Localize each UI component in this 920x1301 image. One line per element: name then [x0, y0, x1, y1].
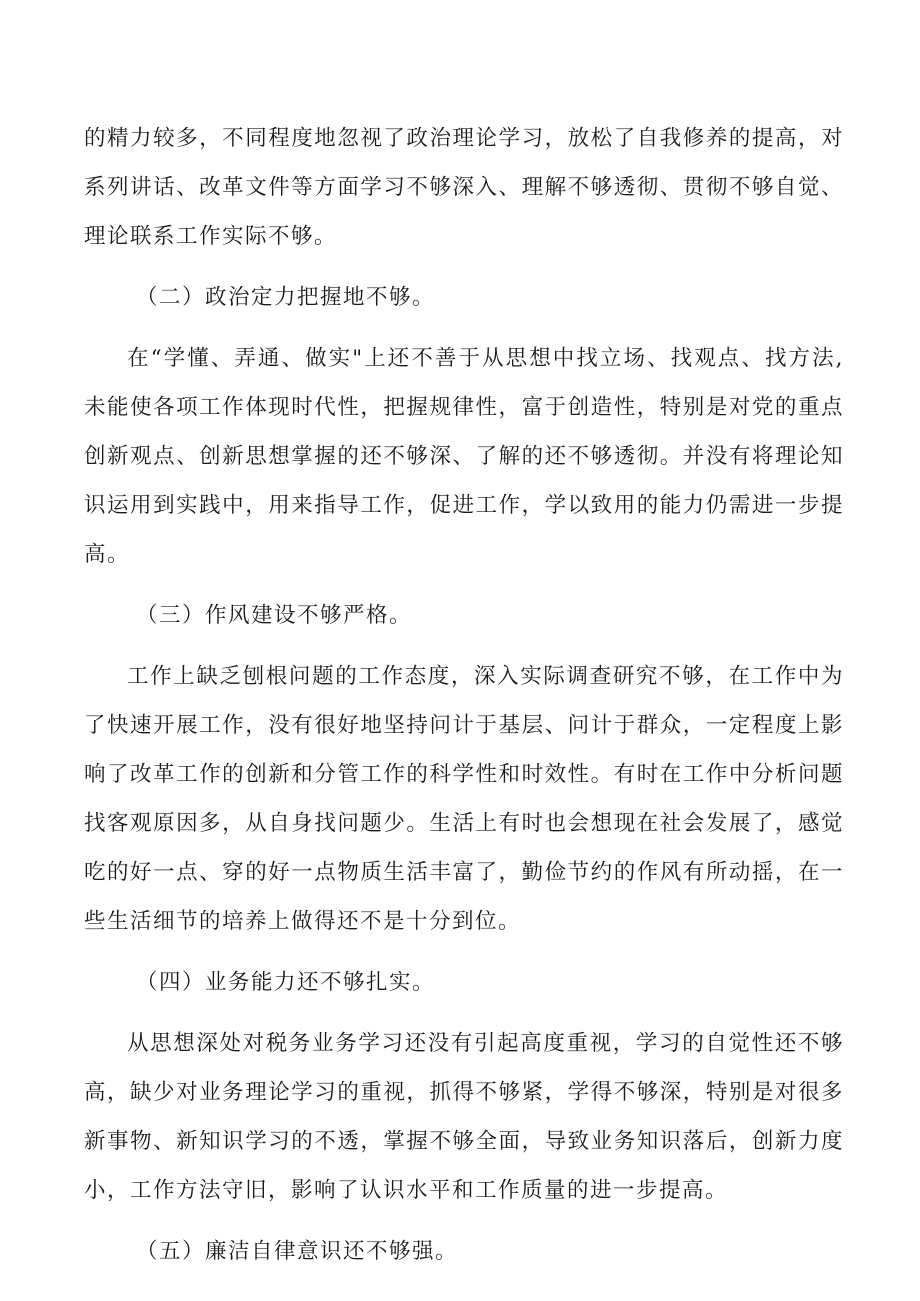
- paragraph-political-focus: 在“学懂、弄通、做实"上还不善于从思想中找立场、找观点、找方法,未能使各项工作体现时代性，把握规律性，富于创造性，特别是对党的重点创新观点、创新思想掌握的还不够深、了解的还不够透彻。并没有将理论知识运用到实践中，用来指导工作，促进工作，学以致用的能力仍需进一步提高。: [84, 346, 844, 567]
- paragraph-continuation: 的精力较多，不同程度地忽视了政治理论学习，放松了自我修养的提高，对系列讲话、改革文件等方面学习不够深入、理解不够透彻、贯彻不够自觉、理论联系工作实际不够。: [84, 126, 844, 249]
- document-body: [84, 114, 844, 1288]
- section-heading-5: （五）廉洁自律意识还不够强。: [136, 1239, 459, 1264]
- section-heading-4: （四）业务能力还不够扎实。: [136, 970, 436, 995]
- section-heading-2: （二）政治定力把握地不够。: [136, 285, 436, 310]
- paragraph-business-ability: 从思想深处对税务业务学习还没有引起高度重视，学习的自觉性还不够高，缺少对业务理论学习的重视，抓得不够紧，学得不够深，特别是对很多新事物、新知识学习的不透，掌握不够全面，导致业务知识落后，创新力度小，工作方法守旧，影响了认识水平和工作质量的进一步提高。: [84, 1031, 844, 1203]
- paragraph-work-style: 工作上缺乏刨根问题的工作态度，深入实际调查研究不够，在工作中为了快速开展工作，没有很好地坚持问计于基层、问计于群众，一定程度上影响了改革工作的创新和分管工作的科学性和时效性。有时在工作中分析问题找客观原因多，从自身找问题少。生活上有时也会想现在社会发展了，感觉吃的好一点、穿的好一点物质生活丰富了，勤俭节约的作风有所动摇，在一些生活细节的培养上做得还不是十分到位。: [84, 664, 844, 934]
- section-heading-3: （三）作风建设不够严格。: [136, 603, 413, 628]
